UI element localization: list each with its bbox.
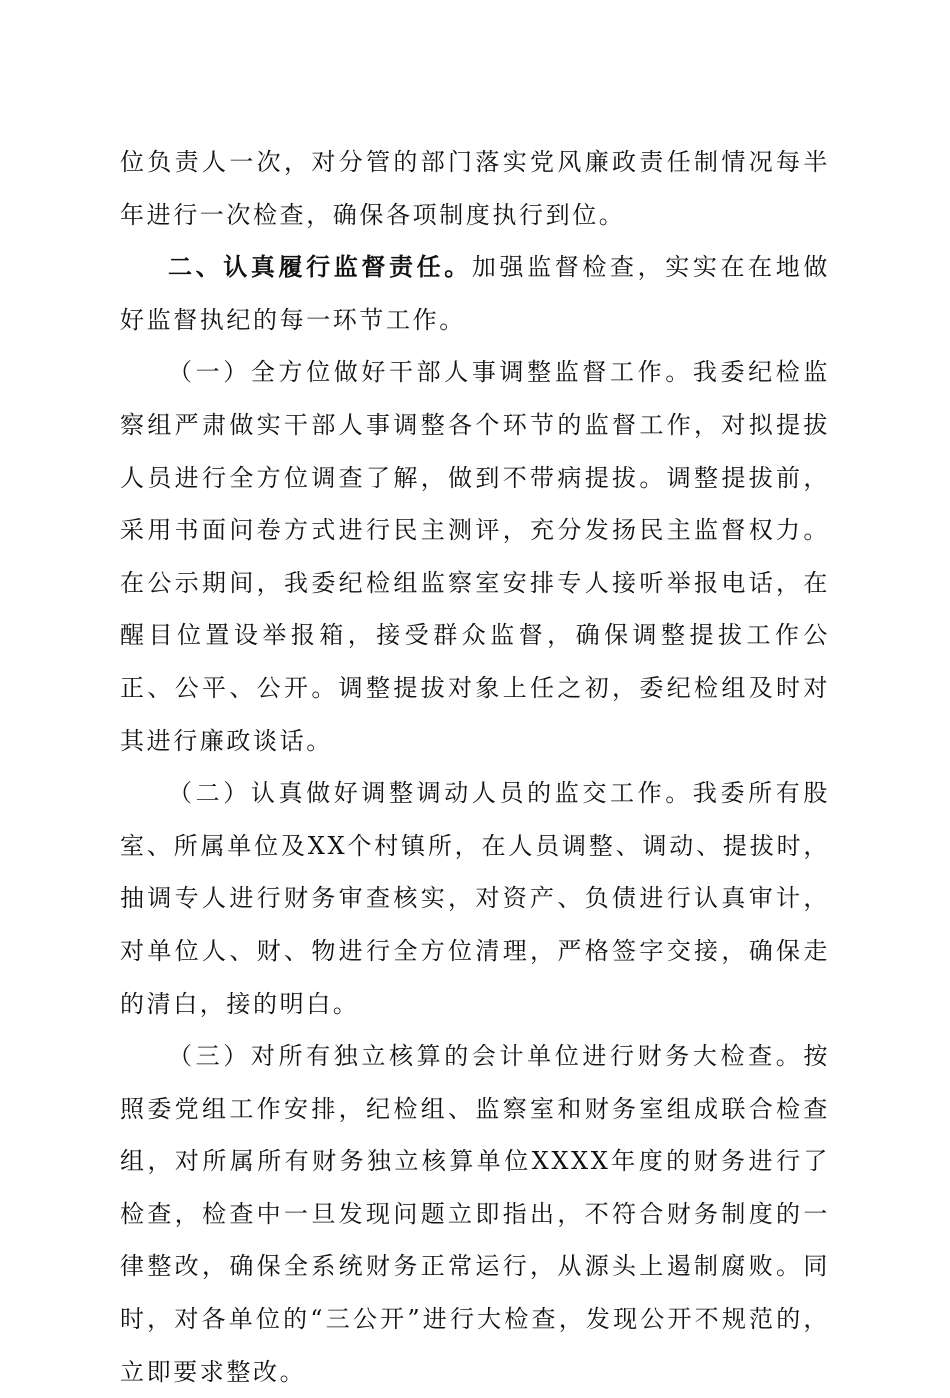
subsection-heading: （三）对所有独立核算的会计单位进行财务大检查。 — [168, 1042, 804, 1071]
paragraph-continuation — [120, 136, 830, 241]
subsection-heading: （一）全方位做好干部人事调整监督工作。 — [168, 358, 693, 387]
paragraph-item-three — [120, 1030, 830, 1398]
section-heading: 二、认真履行监督责任。 — [168, 252, 472, 282]
paragraph-text: 我委纪检监察组严肃做实干部人事调整各个环节的监督工作，对拟提拔人员进行全方位调查了解，做到不带病提拔。调整提拔前，采用书面问卷方式进行民主测评，充分发扬民主监督权力。在公示期间，我委纪检组监察室安排专人接听举报电话，在醒目位置设举报箱，接受群众监督，确保调整提拔工作公正、公平、公开。调整提拔对象上任之初，委纪检组及时对其进行廉政谈话。 — [120, 358, 830, 755]
paragraph-item-one — [120, 346, 830, 767]
subsection-heading: （二）认真做好调整调动人员的监交工作。 — [168, 779, 693, 808]
paragraph-item-two — [120, 767, 830, 1030]
paragraph-text: 我委所有股室、所属单位及XX个村镇所，在人员调整、调动、提拔时，抽调专人进行财务审查核实，对资产、负债进行认真审计，对单位人、财、物进行全方位清理，严格签字交接，确保走的清白，接的明白。 — [120, 779, 830, 1018]
paragraph-text: 位负责人一次，对分管的部门落实党风廉政责任制情况每半年进行一次检查，确保各项制度执行到位。 — [120, 148, 830, 229]
paragraph-text: 加强监督检查，实实在在地做好监督执纪的每一环节工作。 — [120, 253, 830, 334]
document-body — [120, 136, 830, 1398]
paragraph-text: 按照委党组工作安排，纪检组、监察室和财务室组成联合检查组，对所属所有财务独立核算单位XXXX年度的财务进行了检查，检查中一旦发现问题立即指出，不符合财务制度的一律整改，确保全系统财务正常运行，从源头上遏制腐败。同时，对各单位的“三公开”进行大检查，发现公开不规范的，立即要求整改。 — [120, 1042, 830, 1386]
paragraph-section-two — [120, 241, 830, 346]
